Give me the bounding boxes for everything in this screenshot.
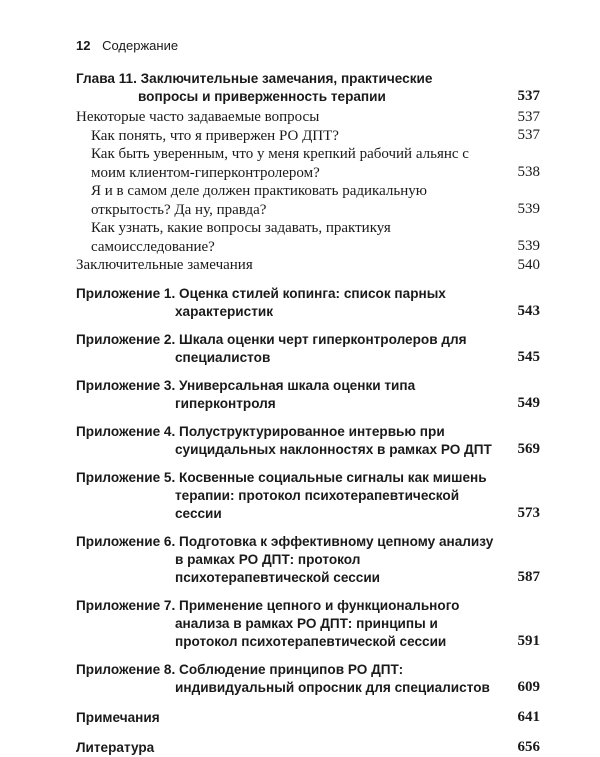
toc-entry-title: Приложение 1. Оценка стилей копинга: список парных характеристик	[76, 285, 446, 319]
toc-entry-page: 543	[517, 302, 540, 319]
toc-appendix-6[interactable]	[76, 533, 540, 587]
toc-entry-title: Примечания	[76, 709, 160, 725]
toc-entry-page: 539	[517, 238, 540, 254]
toc-chapter-11[interactable]	[76, 70, 540, 106]
toc-entry-title: Приложение 6. Подготовка к эффективному цепному анализу в рамках РО ДПТ: протокол психотерапевтической сессии	[76, 533, 494, 585]
toc-appendix-1[interactable]	[76, 285, 540, 321]
toc-entry-page: 656	[517, 738, 540, 755]
toc-entry-page: 537	[517, 127, 540, 143]
toc-entry-page: 537	[517, 108, 540, 125]
toc-appendix-2[interactable]	[76, 331, 540, 367]
toc-appendix-8[interactable]	[76, 661, 540, 697]
toc-entry-title: Приложение 2. Шкала оценки черт гиперконтролеров для специалистов	[76, 331, 467, 365]
toc-entry-page: 538	[517, 164, 540, 180]
toc-entry-page: 569	[517, 440, 540, 457]
toc-entry-title: Как быть уверенным, что у меня крепкий рабочий альянс с моим клиентом-гиперконтролером?	[91, 146, 469, 181]
running-title: Содержание	[102, 38, 179, 53]
toc-entry-page: 609	[517, 678, 540, 695]
toc-entry-page: 539	[517, 201, 540, 217]
toc-entry-page: 545	[517, 348, 540, 365]
toc-entry-page: 641	[517, 708, 540, 725]
toc-entry-page: 549	[517, 394, 540, 411]
toc-entry-page: 573	[517, 504, 540, 521]
toc-section-faq[interactable]	[76, 108, 540, 127]
toc-entry-title: Я и в самом деле должен практиковать радикальную открытость? Да ну, правда?	[91, 183, 427, 218]
toc-entry-title: Приложение 4. Полуструктурированное интервью при суицидальных наклонностях в рамках РО ДПТ	[76, 423, 492, 457]
toc-entry-title: Глава 11. Заключительные замечания, практические вопросы и приверженность терапии	[76, 71, 433, 104]
toc-subsection[interactable]	[76, 127, 540, 146]
toc-appendix-5[interactable]	[76, 469, 540, 523]
toc-entry-title: Приложение 8. Соблюдение принципов РО ДПТ: индивидуальный опросник для специалистов	[76, 661, 490, 695]
toc-entry-page: 540	[517, 256, 540, 273]
toc-appendix-7[interactable]	[76, 597, 540, 651]
toc-subsection[interactable]	[76, 219, 540, 256]
toc-appendix-3[interactable]	[76, 377, 540, 413]
toc-references[interactable]	[76, 739, 540, 757]
table-of-contents	[76, 70, 540, 757]
toc-entry-title: Как понять, что я привержен РО ДПТ?	[91, 127, 339, 144]
toc-entry-title: Некоторые часто задаваемые вопросы	[76, 109, 320, 125]
page-number: 12	[76, 38, 91, 53]
toc-entry-page: 537	[517, 88, 540, 104]
toc-notes[interactable]	[76, 709, 540, 727]
toc-subsection[interactable]	[76, 145, 540, 182]
toc-entry-title: Заключительные замечания	[76, 257, 253, 273]
toc-entry-title: Приложение 7. Применение цепного и функционального анализа в рамках РО ДПТ: принципы и протокол психотерапевтической сессии	[76, 597, 460, 649]
toc-entry-title: Приложение 3. Универсальная шкала оценки типа гиперконтроля	[76, 377, 416, 411]
toc-entry-page: 591	[517, 632, 540, 649]
toc-entry-title: Как узнать, какие вопросы задавать, практикуя самоисследование?	[91, 220, 391, 255]
toc-subsection[interactable]	[76, 182, 540, 219]
toc-section-closing[interactable]	[76, 256, 540, 275]
toc-entry-page: 587	[517, 568, 540, 585]
running-header	[76, 38, 178, 53]
toc-appendix-4[interactable]	[76, 423, 540, 459]
toc-entry-title: Приложение 5. Косвенные социальные сигналы как мишень терапии: протокол психотерапевтической сессии	[76, 469, 487, 521]
toc-entry-title: Литература	[76, 739, 155, 755]
